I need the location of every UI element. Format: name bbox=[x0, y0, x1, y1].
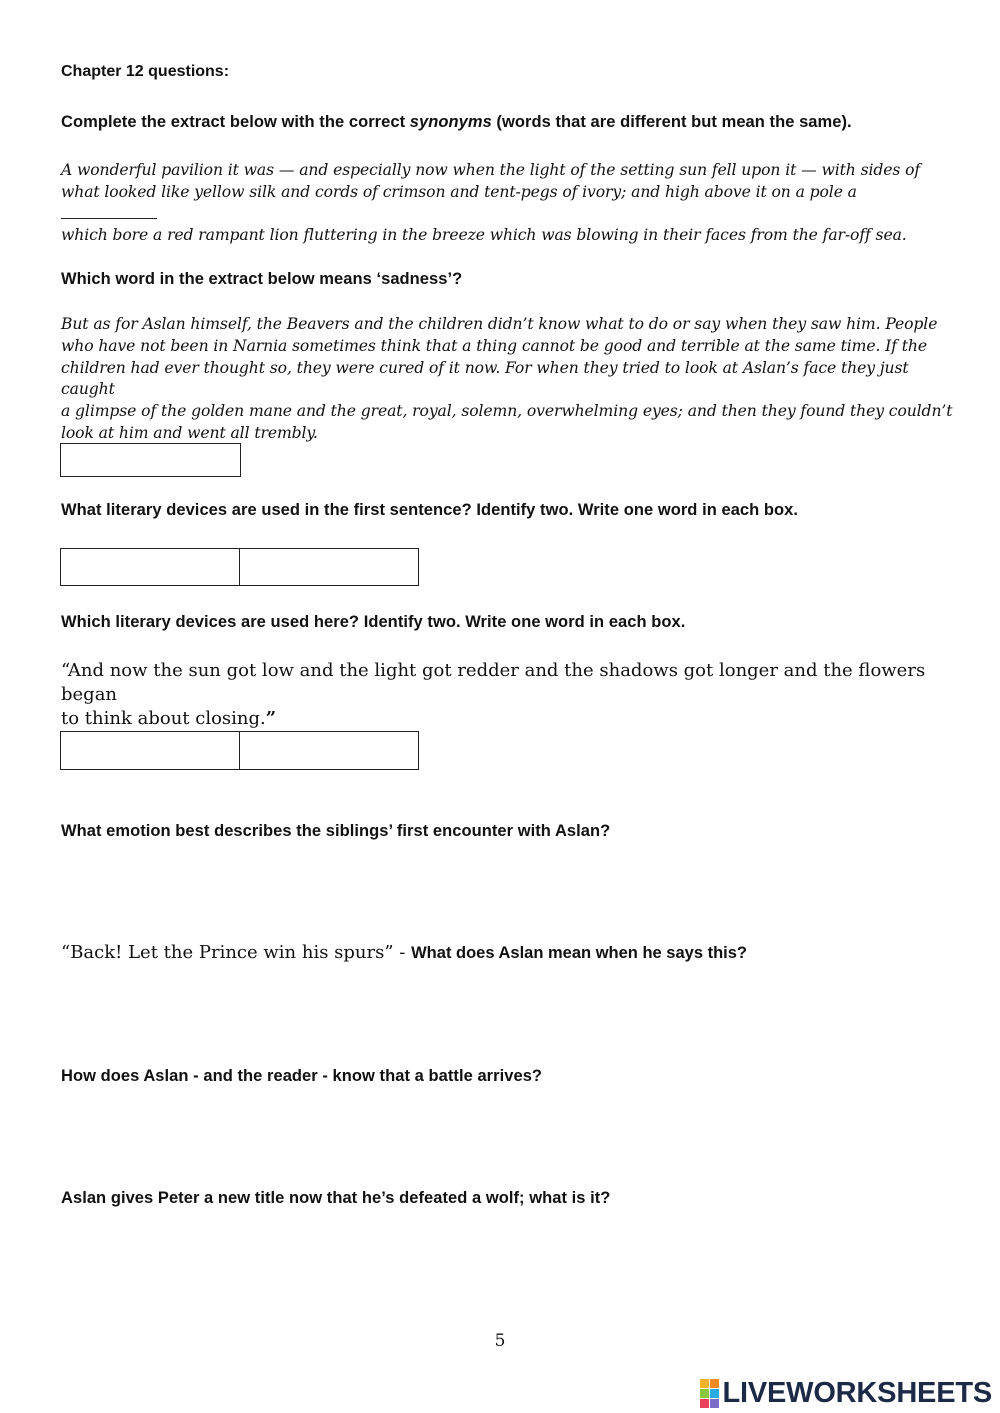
emphasis-word: synonyms bbox=[409, 113, 492, 131]
quote-line: “And now the sun got low and the light got redder and the shadows got longer and the flowers began bbox=[61, 660, 926, 705]
brand-logo[interactable] bbox=[700, 1376, 993, 1410]
extract-line: a glimpse of the golden mane and the great, royal, solemn, overwhelming eyes; and then they found they couldn’t bbox=[61, 402, 953, 421]
question-spurs bbox=[61, 942, 747, 963]
fill-blank[interactable] bbox=[61, 204, 157, 219]
extract-line: But as for Aslan himself, the Beavers and the children didn’t know what to do or say when they saw him. People bbox=[61, 315, 938, 333]
extract-line: what looked like yellow silk and cords of crimson and tent-pegs of ivory; and high above it on a pole a bbox=[61, 182, 941, 226]
page-title: Chapter 12 questions: bbox=[61, 63, 230, 80]
page-number: 5 bbox=[494, 1331, 506, 1351]
question-battle: How does Aslan - and the reader - know that a battle arrives? bbox=[61, 1067, 543, 1085]
logo-text: LIVEWORKSHEETS bbox=[722, 1376, 992, 1409]
question-sadness: Which word in the extract below means ‘sadness’? bbox=[61, 270, 463, 288]
answer-box-sadness[interactable] bbox=[60, 443, 241, 477]
answer-box-device-4[interactable] bbox=[239, 731, 419, 770]
extract-line: A wonderful pavilion it was — and especially now when the light of the setting sun fell upon it — with sides of bbox=[61, 161, 921, 179]
extract-line: look at him and went all trembly. bbox=[61, 423, 318, 442]
quote-end-mark: ” bbox=[265, 708, 277, 729]
extract-line: children had ever thought so, they were cured of it now. For when they tried to look at Aslan’s face they just caught bbox=[61, 358, 909, 399]
question-devices-first-sentence: What literary devices are used in the first sentence? Identify two. Write one word in each box. bbox=[61, 501, 799, 519]
answer-box-device-3[interactable] bbox=[60, 731, 240, 770]
question-emotion: What emotion best describes the siblings’ first encounter with Aslan? bbox=[61, 822, 611, 840]
extract-line: which bore a red rampant lion fluttering in the breeze which was blowing in their faces from the far-off sea. bbox=[61, 226, 907, 245]
quote-spurs: “Back! Let the Prince win his spurs” - bbox=[61, 942, 412, 963]
extract-pavilion bbox=[61, 160, 941, 247]
quote-line: to think about closing.” bbox=[61, 708, 277, 729]
answer-box-device-2[interactable] bbox=[239, 548, 419, 586]
question-text: What does Aslan mean when he says this? bbox=[411, 944, 747, 962]
quote-sunset bbox=[61, 659, 951, 731]
question-devices-here: Which literary devices are used here? Identify two. Write one word in each box. bbox=[61, 613, 686, 631]
extract-line: who have not been in Narnia sometimes think that a thing cannot be good and terrible at the same time. If the bbox=[61, 336, 927, 355]
question-text-end: (words that are different but mean the same). bbox=[491, 113, 852, 131]
liveworksheets-logo-icon bbox=[700, 1379, 719, 1408]
question-text: Complete the extract below with the correct bbox=[61, 113, 410, 131]
extract-aslan bbox=[61, 314, 961, 445]
answer-box-device-1[interactable] bbox=[60, 548, 240, 586]
question-synonyms bbox=[61, 113, 852, 132]
question-new-title: Aslan gives Peter a new title now that he’s defeated a wolf; what is it? bbox=[61, 1189, 611, 1207]
